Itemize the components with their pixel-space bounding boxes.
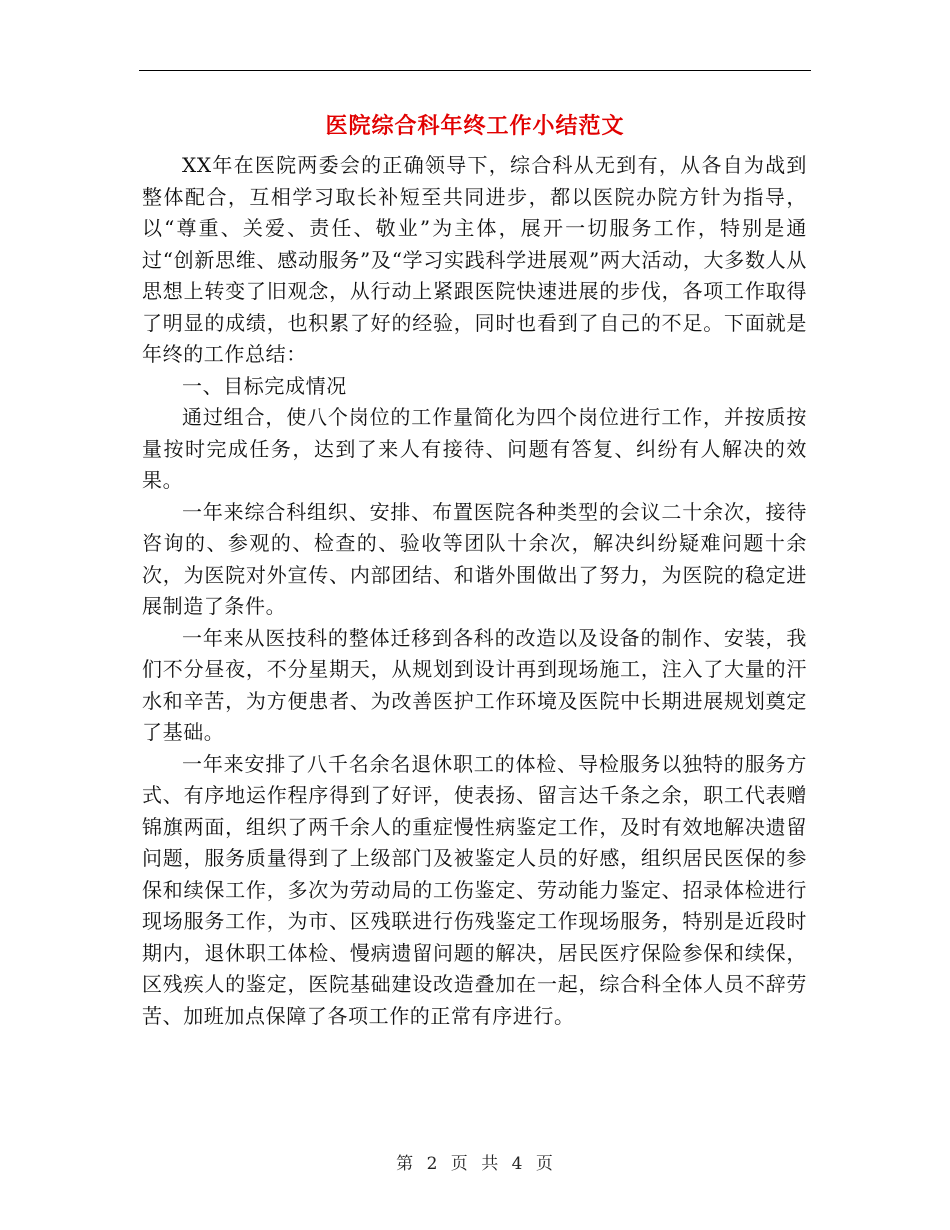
paragraph-meetings: 一年来综合科组织、安排、布置医院各种类型的会议二十余次，接待咨询的、参观的、检查的、验收等团队十余次，解决纠纷疑难问题十余次，为医院对外宣传、内部团结、和谐外围做出了努力，为医院的稳定进展制造了条件。 bbox=[142, 499, 807, 618]
section-heading: 一、目标完成情况 bbox=[182, 373, 347, 398]
footer-prefix: 第 bbox=[396, 1154, 415, 1174]
footer-total-pages: 4 bbox=[511, 1154, 524, 1174]
header-rule bbox=[139, 70, 811, 71]
footer-current-page: 2 bbox=[426, 1154, 439, 1174]
footer-suffix: 页 bbox=[535, 1154, 554, 1174]
paragraph-relocation: 一年来从医技科的整体迁移到各科的改造以及设备的制作、安装，我们不分昼夜，不分星期天，从规划到设计再到现场施工，注入了大量的汗水和辛苦，为方便患者、为改善医护工作环境及医院中长期进展规划奠定了基础。 bbox=[142, 625, 807, 744]
paragraph-intro: XX年在医院两委会的正确领导下，综合科从无到有，从各自为战到整体配合，互相学习取长补短至共同进步，都以医院办院方针为指导，以“尊重、关爱、责任、敬业”为主体，展开一切服务工作，特别是通过“创新思维、感动服务”及“学习实践科学进展观”两大活动，大多数人从思想上转变了旧观念，从行动上紧跟医院快速进展的步伐，各项工作取得了明显的成绩，也积累了好的经验，同时也看到了自己的不足。下面就是年终的工作总结： bbox=[142, 153, 807, 366]
document-title: 医院综合科年终工作小结范文 bbox=[325, 113, 625, 139]
page-footer bbox=[0, 1152, 950, 1176]
footer-total-word: 共 bbox=[481, 1154, 500, 1174]
document-body bbox=[142, 150, 807, 1032]
footer-page-word: 页 bbox=[450, 1154, 469, 1174]
paragraph-staffing: 通过组合，使八个岗位的工作量简化为四个岗位进行工作，并按质按量按时完成任务，达到了来人有接待、问题有答复、纠纷有人解决的效果。 bbox=[142, 405, 807, 492]
paragraph-services: 一年来安排了八千名余名退休职工的体检、导检服务以独特的服务方式、有序地运作程序得到了好评，使表扬、留言达千条之余，职工代表赠锦旗两面，组织了两千余人的重症慢性病鉴定工作，及时有效地解决遗留问题，服务质量得到了上级部门及被鉴定人员的好感，组织居民医保的参保和续保工作，多次为劳动局的工伤鉴定、劳动能力鉴定、招录体检进行现场服务工作，为市、区残联进行伤残鉴定工作现场服务，特别是近段时期内，退休职工体检、慢病遗留问题的解决，居民医疗保险参保和续保，区残疾人的鉴定，医院基础建设改造叠加在一起，综合科全体人员不辞劳苦、加班加点保障了各项工作的正常有序进行。 bbox=[142, 751, 807, 1028]
